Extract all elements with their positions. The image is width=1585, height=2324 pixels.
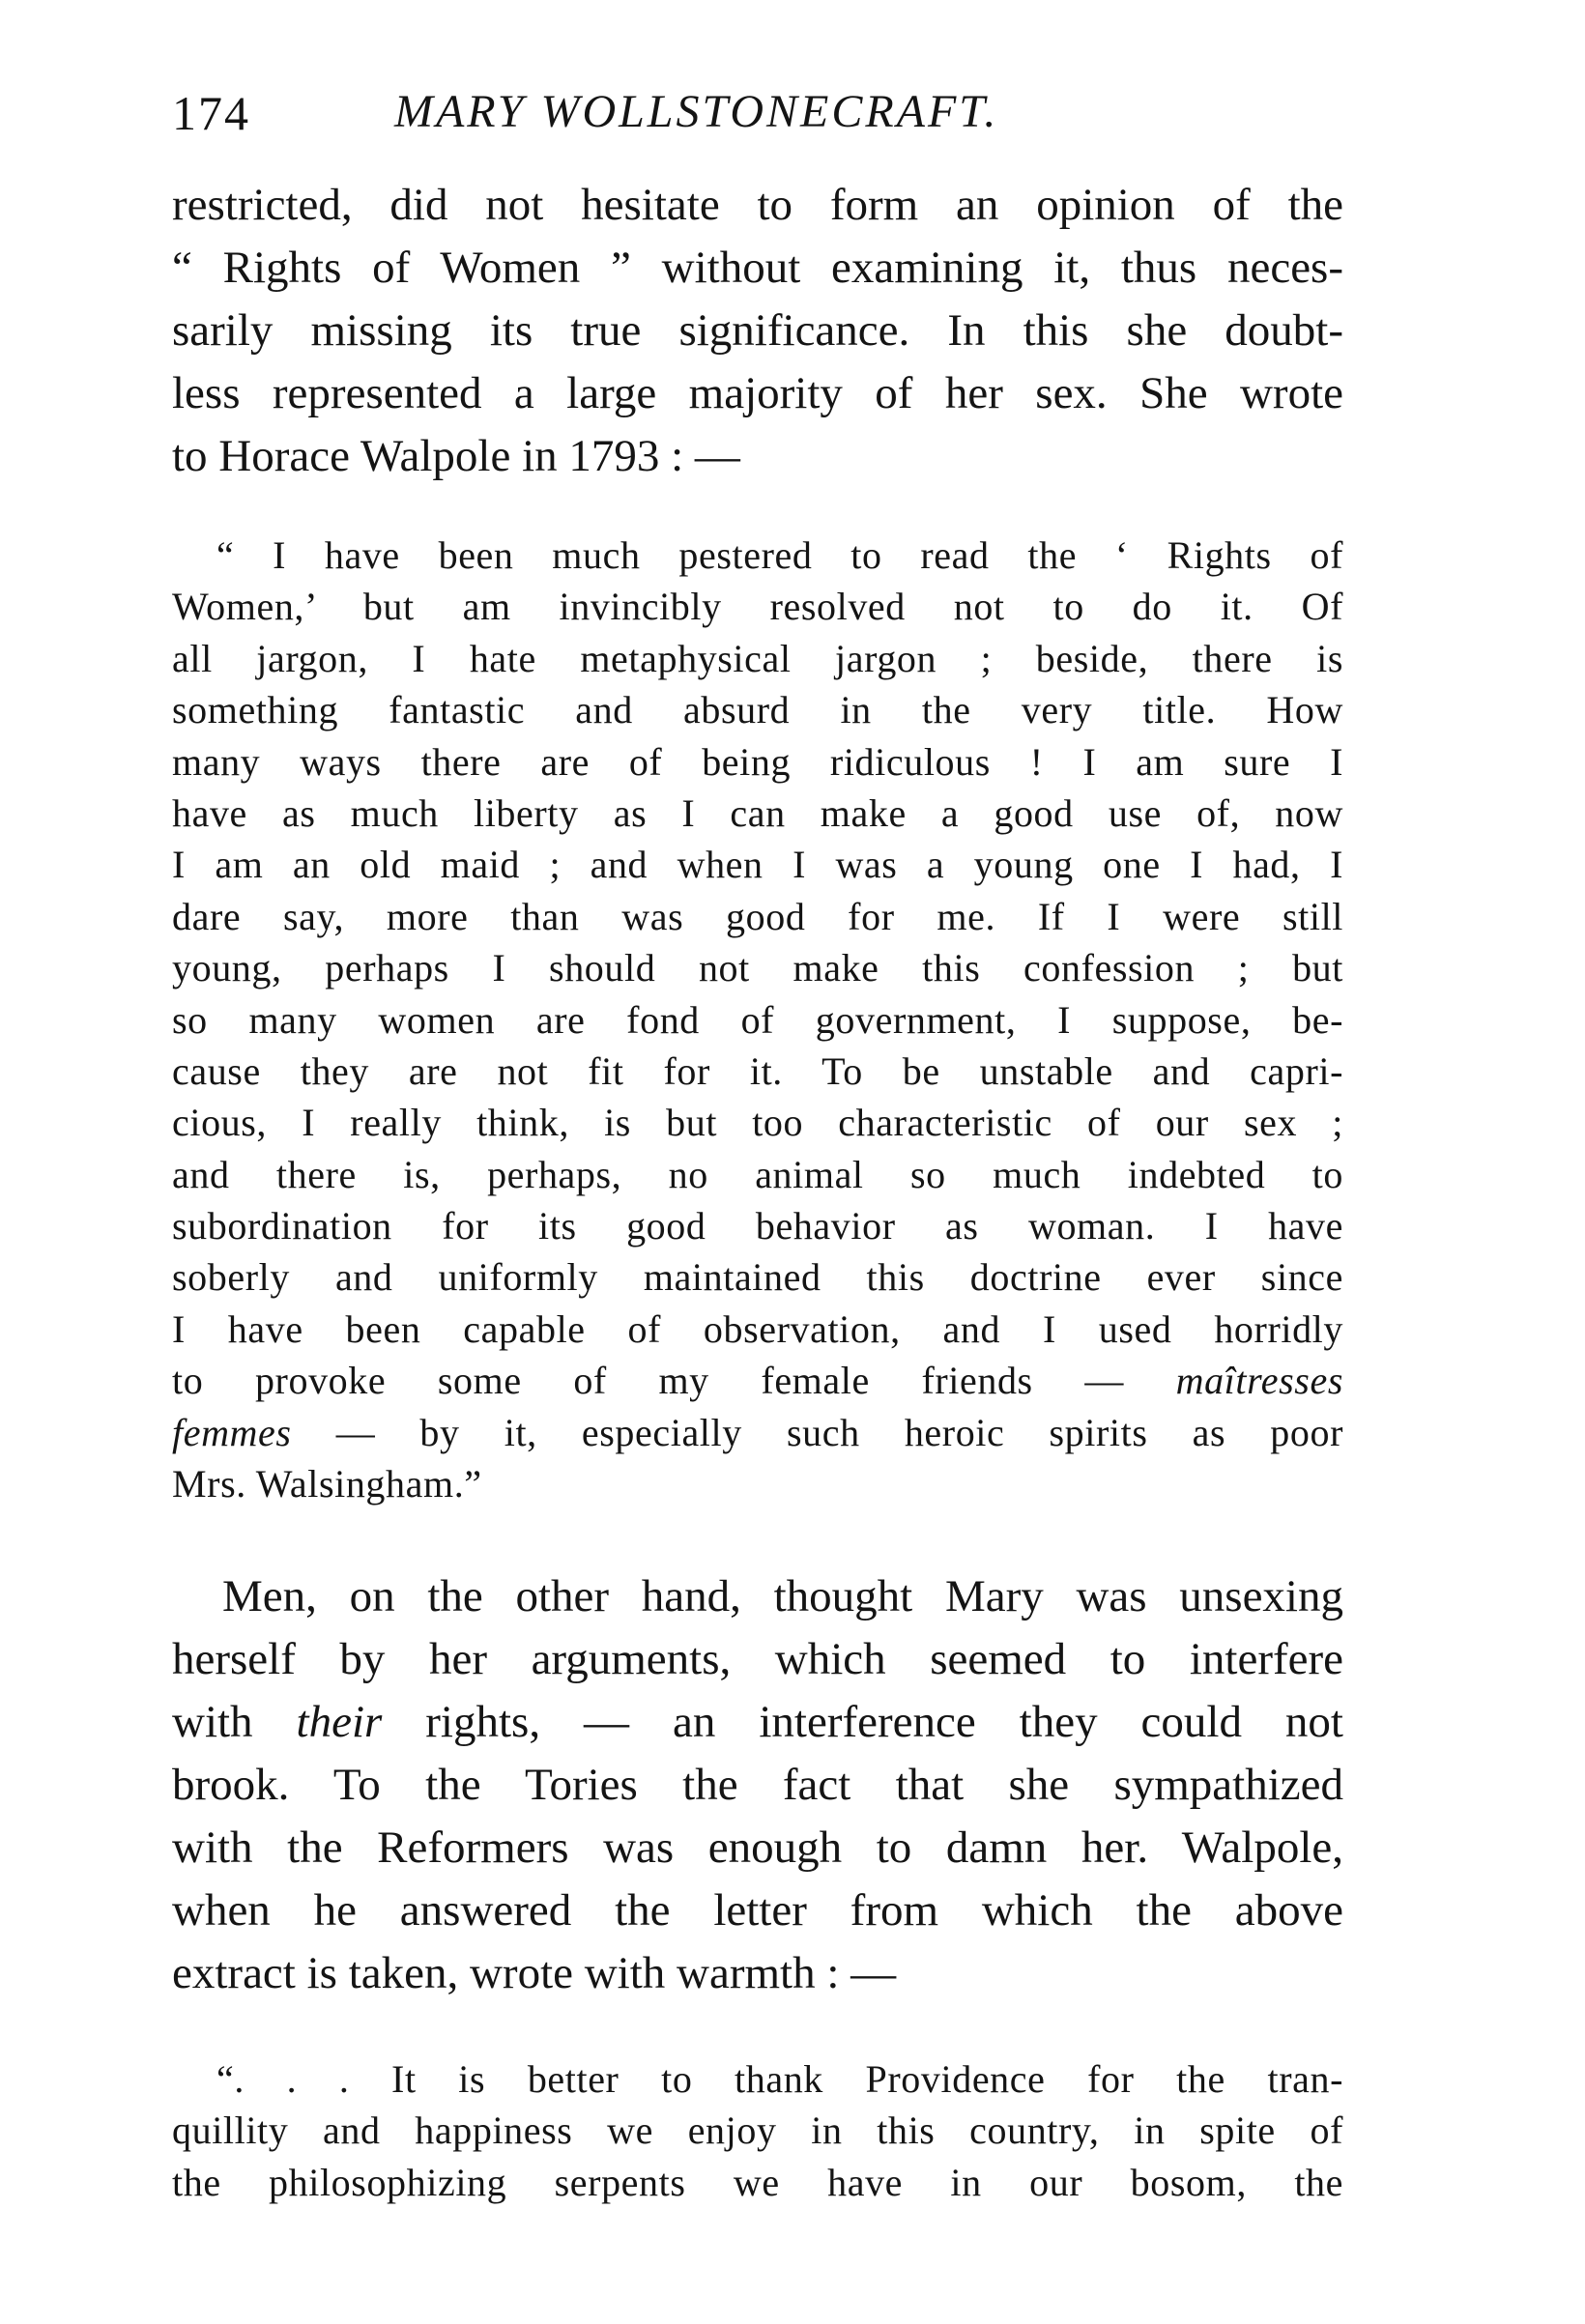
text-span: to provoke some of my female friends —	[172, 1359, 1176, 1403]
running-title: MARY WOLLSTONECRAFT.	[394, 86, 999, 137]
text-line: “ Rights of Women ” without examining it, thus neces-	[172, 243, 1343, 293]
text-line: something fantastic and absurd in the very title. How	[172, 688, 1343, 732]
text-line: quillity and happiness we enjoy in this country, in spite of	[172, 2109, 1343, 2153]
text-line	[172, 1691, 1343, 1754]
text-line: restricted, did not hesitate to form an opinion of the	[172, 180, 1343, 230]
block-quote-1	[172, 530, 1343, 1509]
text-line: many ways there are of being ridiculous ! I am sure I	[172, 739, 1343, 784]
block-quote-2	[172, 2053, 1343, 2208]
italic-word: femmes	[172, 1410, 292, 1454]
page-number: 174	[172, 86, 250, 140]
text-line: I have been capable of observation, and I used horridly	[172, 1306, 1343, 1351]
italic-word: their	[296, 1697, 383, 1747]
text-line: brook. To the Tories the fact that she sympathized	[172, 1760, 1343, 1810]
text-line: “ I have been much pestered to read the ‘ Rights of	[216, 533, 1343, 577]
text-line: Women,’ but am invincibly resolved not to do it. Of	[172, 585, 1343, 629]
text-line: have as much liberty as I can make a good use of, now	[172, 790, 1343, 835]
text-line: herself by her arguments, which seemed to interfere	[172, 1634, 1343, 1684]
text-line: subordination for its good behavior as woman. I have	[172, 1204, 1343, 1248]
text-line: sarily missing its true significance. In this she doubt-	[172, 305, 1343, 356]
text-span: — by it, especially such heroic spirits as poor	[291, 1410, 1343, 1454]
text-line: so many women are fond of government, I suppose, be-	[172, 997, 1343, 1042]
text-line: soberly and uniformly maintained this doctrine ever since	[172, 1255, 1343, 1300]
page-header	[172, 85, 1341, 153]
paragraph-1	[172, 174, 1343, 488]
text-line	[172, 1407, 1343, 1458]
paragraph-2	[172, 1565, 1343, 2005]
text-line: the philosophizing serpents we have in our bosom, the	[172, 2160, 1343, 2204]
text-line: cause they are not fit for it. To be unstable and capri-	[172, 1048, 1343, 1093]
text-line: Mrs. Walsingham.”	[172, 1462, 482, 1506]
text-span: with	[172, 1697, 297, 1747]
text-line: with the Reformers was enough to damn her. Walpole,	[172, 1822, 1343, 1873]
text-line: all jargon, I hate metaphysical jargon ; beside, there is	[172, 636, 1343, 680]
text-line: extract is taken, wrote with warmth : —	[172, 1948, 897, 1998]
text-line: cious, I really think, is but too characteristic of our sex ;	[172, 1101, 1343, 1145]
text-line: to Horace Walpole in 1793 : —	[172, 431, 740, 481]
text-line: and there is, perhaps, no animal so much indebted to	[172, 1152, 1343, 1196]
text-line: Men, on the other hand, thought Mary was unsexing	[222, 1571, 1343, 1621]
text-line: when he answered the letter from which the above	[172, 1885, 1343, 1936]
text-line: I am an old maid ; and when I was a young one I had, I	[172, 843, 1343, 887]
text-line: “. . . It is better to thank Providence for the tran-	[216, 2057, 1343, 2101]
text-line: dare say, more than was good for me. If I were still	[172, 894, 1343, 938]
italic-word: maîtresses	[1175, 1359, 1343, 1403]
text-line: less represented a large majority of her sex. She wrote	[172, 368, 1343, 418]
text-span: rights, — an interference they could not	[382, 1697, 1343, 1747]
text-line: young, perhaps I should not make this confession ; but	[172, 946, 1343, 990]
text-line	[172, 1355, 1343, 1406]
